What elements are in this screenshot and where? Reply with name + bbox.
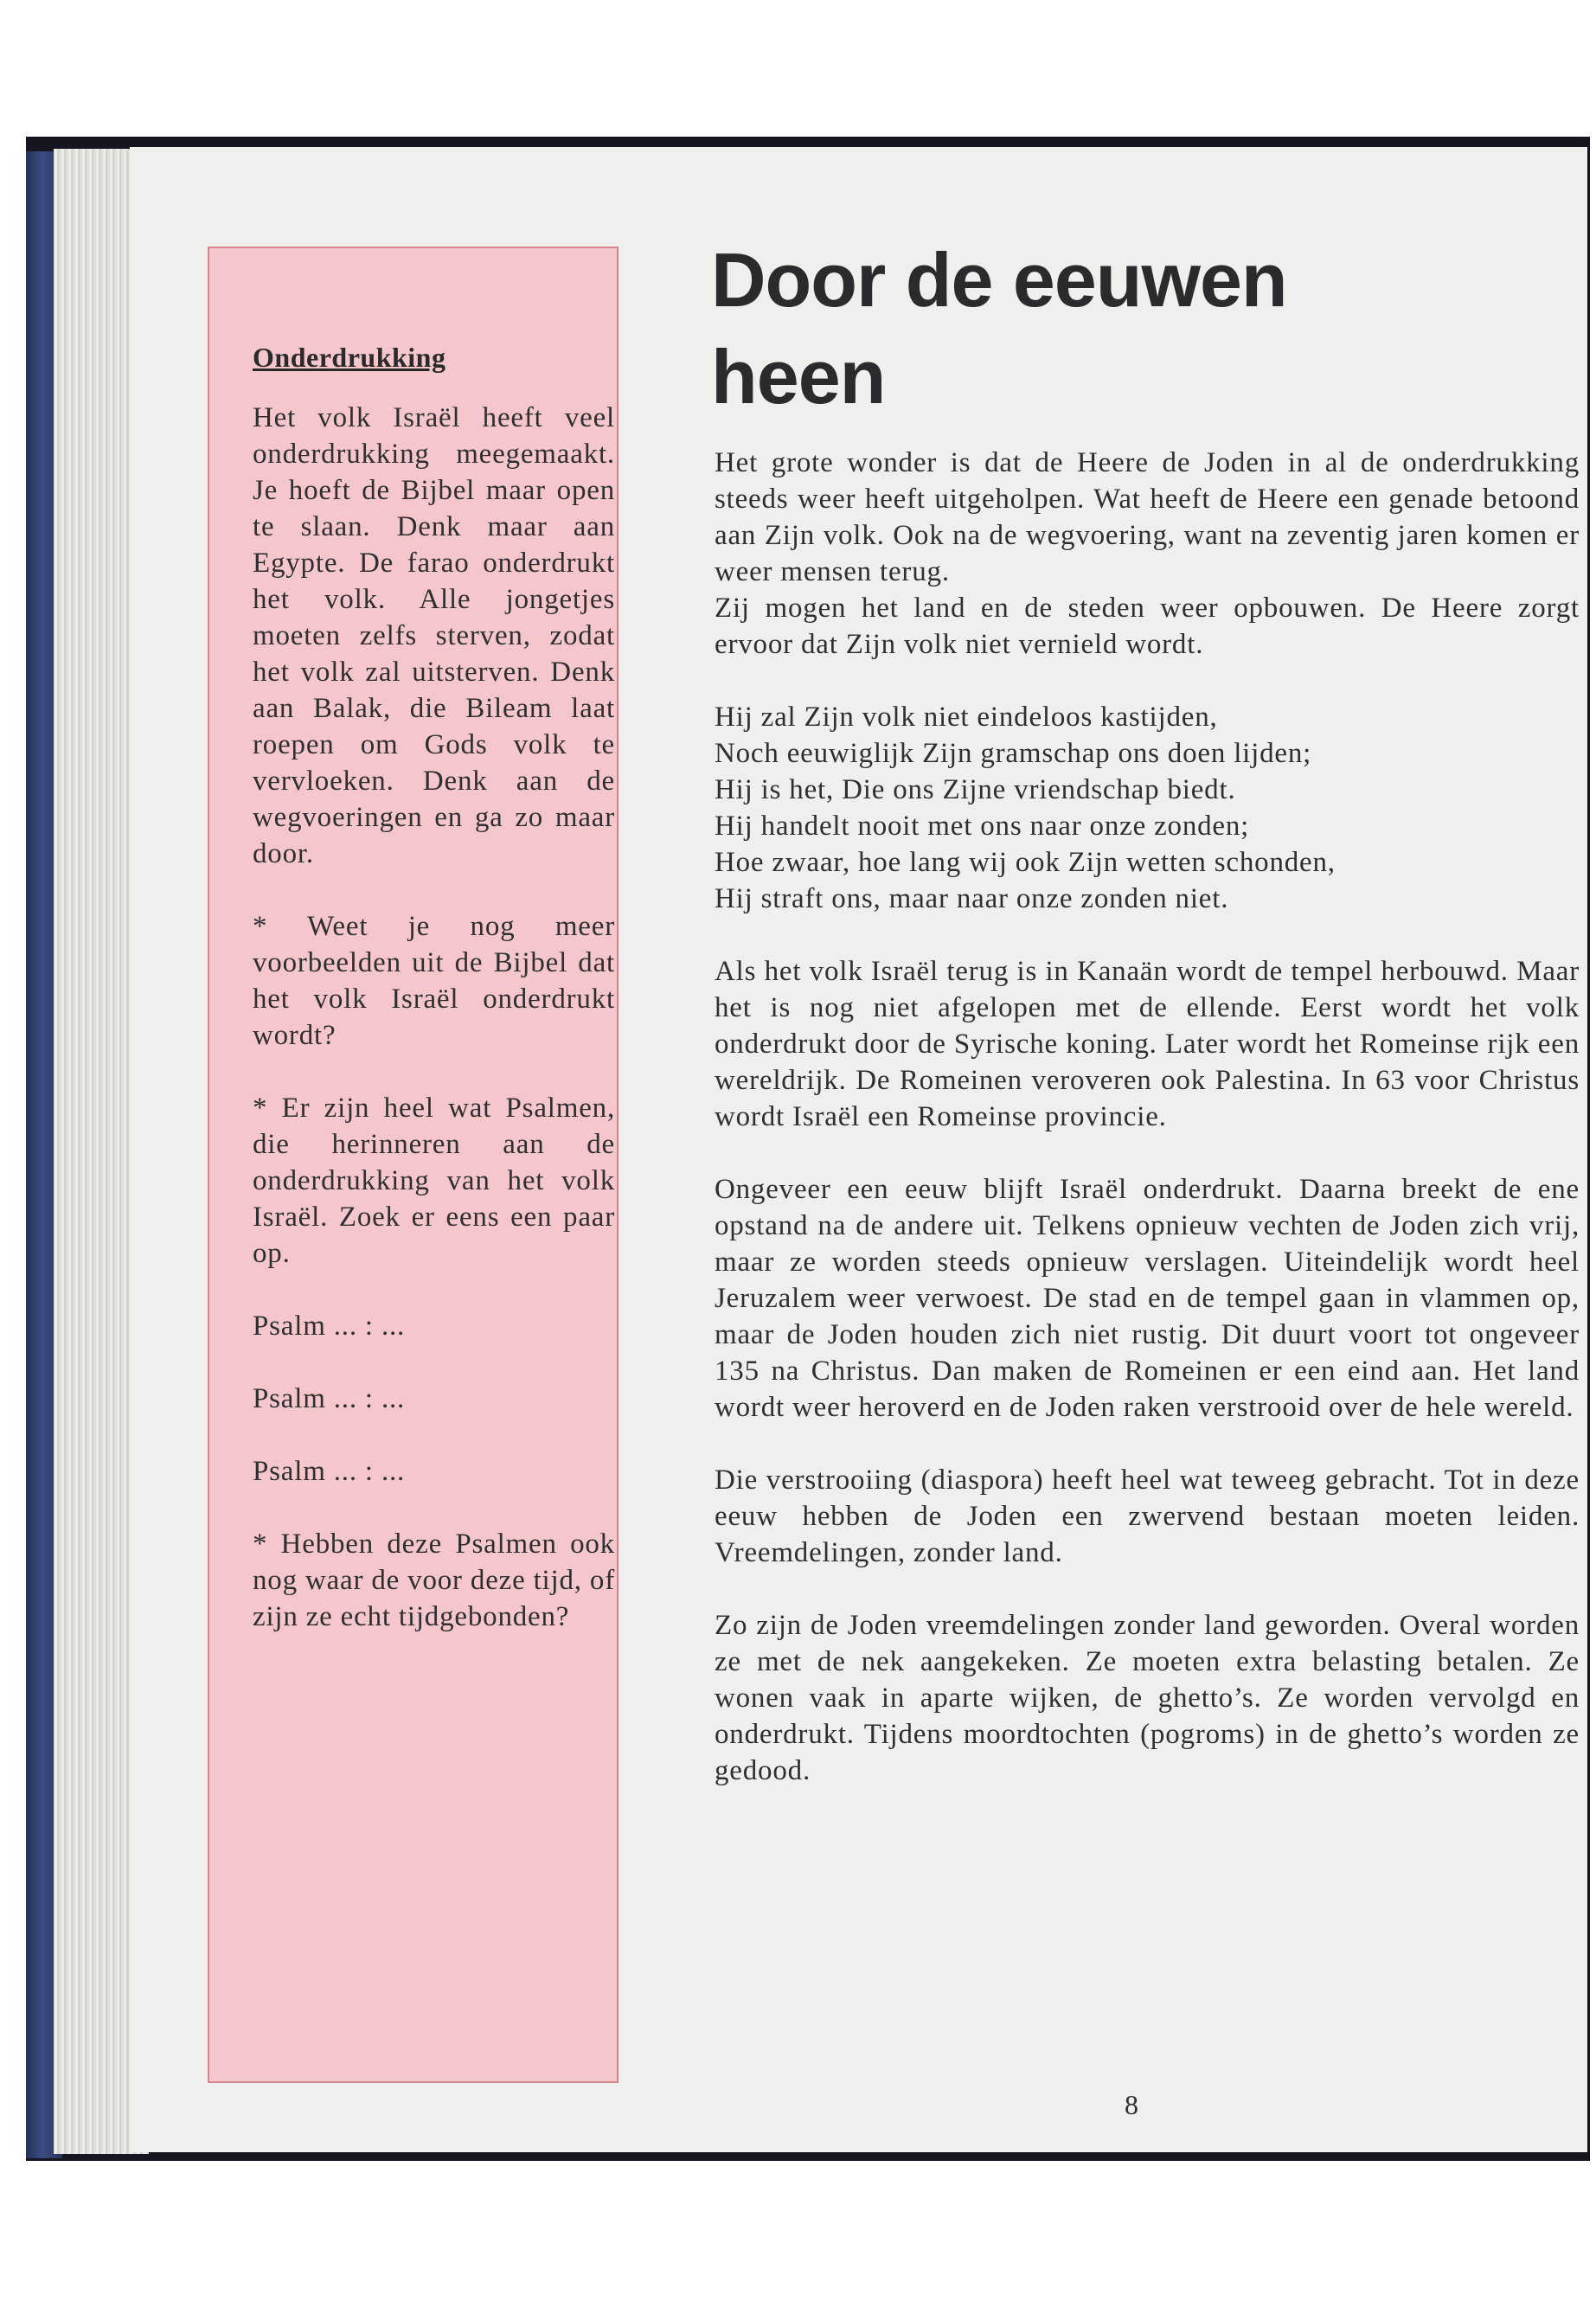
body-paragraph: Ongeveer een eeuw blijft Israël onderdrukt. Daarna breekt de ene opstand na de andere uit. Telkens opnieuw vechten de Joden zich vrij, maar ze worden steeds opnieuw verslagen. Uiteindelijk wordt heel Jeruzalem weer verwoest. De stad en de tempel gaan in vlammen op, maar de Joden houden zich niet rustig. Dit duurt voort tot ongeveer 135 na Christus. Dan maken de Romeinen er een eind aan. Het land wordt weer heroverd en de Joden raken verstrooid over de hele wereld. [715,1174,1580,1423]
psalm-blank: Psalm ... : ... [253,1456,406,1487]
verse-line: Noch eeuwiglijk Zijn gramschap ons doen lijden; [715,738,1312,769]
page-title [711,232,1580,426]
sidebar-question: * Er zijn heel wat Psalmen, die herinneren aan de onderdrukking van het volk Israël. Zoek er eens een paar op. [253,1093,615,1269]
body-paragraph: Het grote wonder is dat de Heere de Joden in al de onderdrukking steeds weer heeft uitgeholpen. Wat heeft de Heere een genade betoond aan Zijn volk. Ook na de wegvoering, want na zeventig jaren komen er weer mensen terug. [715,447,1580,587]
body-paragraph: Die verstrooiing (diaspora) heeft heel wat teweeg gebracht. Tot in deze eeuw hebben de Joden een zwervend bestaan moeten leiden. Vreemdelingen, zonder land. [715,1465,1580,1568]
sidebar-title: Onderdrukking [253,342,446,373]
sidebar-paragraph: Het volk Israël heeft veel onderdrukking meegemaakt. Je hoeft de Bijbel maar open te slaan. Denk maar aan Egypte. De farao onderdrukt het volk. Alle jongetjes moeten zelfs sterven, zodat het volk zal uitsterven. Denk aan Balak, die Bileam laat roepen om Gods volk te vervloeken. Denk aan de wegvoeringen en ga zo maar door. [253,402,615,869]
page-number: 8 [1125,2089,1138,2120]
verse-line: Hij handelt nooit met ons naar onze zonden; [715,811,1250,842]
sidebar-question: * Weet je nog meer voorbeelden uit de Bijbel dat het volk Israël onderdrukt wordt? [253,911,615,1051]
sidebar-box [208,247,619,2083]
sidebar-question: * Hebben deze Psalmen ook nog waar de voor deze tijd, of zijn ze echt tijdgebonden? [253,1529,615,1632]
main-column [711,232,1580,1825]
verse-line: Hij is het, Die ons Zijne vriendschap biedt. [715,774,1236,805]
verse-line: Hij straft ons, maar naar onze zonden niet. [715,883,1229,914]
body-paragraph: Zo zijn de Joden vreemdelingen zonder land geworden. Overal worden ze met de nek aangekeken. Ze moeten extra belasting betalen. Ze wonen vaak in aparte wijken, de ghetto’s. Ze worden vervolgd en onderdrukt. Tijdens moordtochten (pogroms) in de ghetto’s worden ze gedood. [715,1610,1580,1786]
page-title-line: Door de eeuwen [711,237,1287,323]
verse-line: Hoe zwaar, hoe lang wij ook Zijn wetten schonden, [715,847,1336,878]
body-paragraph: Als het volk Israël terug is in Kanaän wordt de tempel herbouwd. Maar het is nog niet afgelopen met de ellende. Eerst wordt het volk onderdrukt door de Syrische koning. Later wordt het Romeinse rijk een wereldrijk. De Romeinen veroveren ook Palestina. In 63 voor Christus wordt Israël een Romeinse provincie. [715,956,1580,1132]
verse-line: Hij zal Zijn volk niet eindeloos kastijden, [715,702,1218,733]
page-title-line: heen [711,334,886,420]
psalm-blank: Psalm ... : ... [253,1383,406,1414]
psalm-verse [715,699,1580,917]
body-paragraph: Zij mogen het land en de steden weer opbouwen. De Heere zorgt ervoor dat Zijn volk niet vernield wordt. [715,593,1580,660]
psalm-blank: Psalm ... : ... [253,1311,406,1342]
